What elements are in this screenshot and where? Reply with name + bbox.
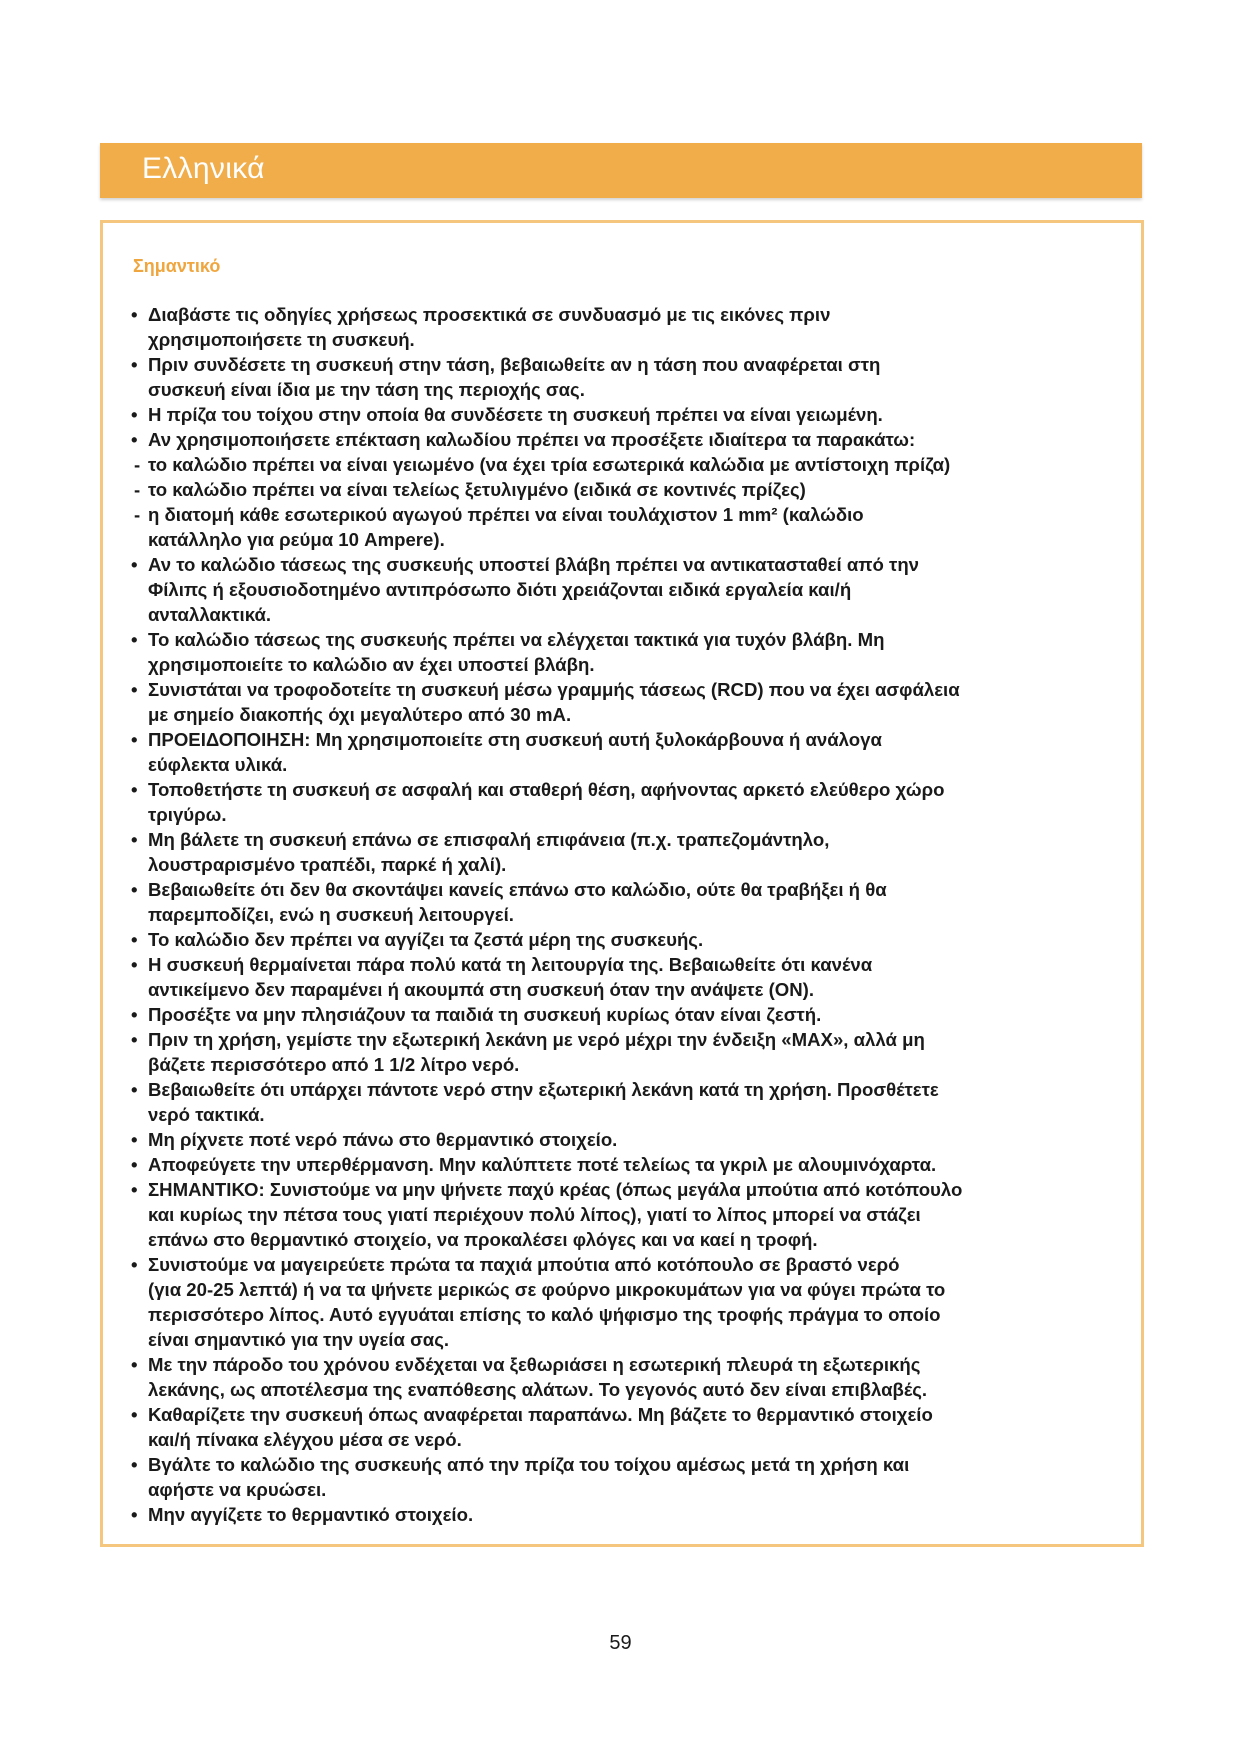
section-title: Σημαντικό — [133, 256, 221, 276]
list-item — [131, 877, 1131, 927]
bullet-marker: • — [131, 1254, 138, 1275]
page-number: 59 — [609, 1632, 632, 1654]
bullet-marker: • — [131, 729, 138, 750]
bullet-marker: • — [131, 629, 138, 650]
bullet-marker: • — [131, 354, 138, 375]
list-item-text: Βεβαιωθείτε ότι υπάρχει πάντοτε νερό στην εξωτερική λεκάνη κατά τη χρήση. Προσθέτετε νερό τακτικά. — [148, 1079, 939, 1125]
bullet-marker: • — [131, 429, 138, 450]
language-header-bar — [100, 143, 1142, 198]
list-item-text: Μην αγγίζετε το θερμαντικό στοιχείο. — [148, 1504, 474, 1525]
list-item-text: Προσέξτε να μην πλησιάζουν τα παιδιά τη συσκευή κυρίως όταν είναι ζεστή. — [148, 1004, 822, 1025]
list-item — [131, 1252, 1131, 1352]
bullet-marker: • — [131, 1079, 138, 1100]
bullet-marker: • — [131, 879, 138, 900]
list-item-text: Αν το καλώδιο τάσεως της συσκευής υποστεί βλάβη πρέπει να αντικατασταθεί από την Φίλιπς ή εξουσιοδοτημένο αντιπρόσωπο διότι χρειάζονται ειδικά εργαλεία και/ή ανταλλακτικά. — [148, 554, 920, 625]
list-item-text: Αποφεύγετε την υπερθέρμανση. Μην καλύπτετε ποτέ τελείως τα γκριλ με αλουμινόχαρτα. — [148, 1154, 937, 1175]
list-item — [131, 1152, 1131, 1177]
list-item-text: Μη βάλετε τη συσκευή επάνω σε επισφαλή επιφάνεια (π.χ. τραπεζομάντηλο, λουστραρισμένο τραπέδι, παρκέ ή χαλί). — [148, 829, 830, 875]
list-item-text: Με την πάροδο του χρόνου ενδέχεται να ξεθωριάσει η εσωτερική πλευρά τη εξωτερικής λεκάνης, ως αποτέλεσμα της εναπόθεσης αλάτων. Το γεγονός αυτό δεν είναι επιβλαβές. — [148, 1354, 928, 1400]
list-item — [131, 827, 1131, 877]
list-item — [131, 1077, 1131, 1127]
list-item — [131, 1127, 1131, 1152]
list-item-text: Η πρίζα του τοίχου στην οποία θα συνδέσετε τη συσκευή πρέπει να είναι γειωμένη. — [148, 404, 883, 425]
list-item-text: το καλώδιο πρέπει να είναι τελείως ξετυλιγμένο (ειδικά σε κοντινές πρίζες) — [148, 479, 806, 500]
list-item — [131, 402, 1131, 427]
list-item-text: Συνιστάται να τροφοδοτείτε τη συσκευή μέσω γραμμής τάσεως (RCD) που να έχει ασφάλεια με σημείο διακοπής όχι μεγαλύτερο από 30 mA. — [148, 679, 960, 725]
bullet-marker: • — [131, 1404, 138, 1425]
important-notice-box — [100, 220, 1144, 1547]
list-item-text: Βγάλτε το καλώδιο της συσκευής από την πρίζα του τοίχου αμέσως μετά τη χρήση και αφήστε να κρυώσει. — [148, 1454, 910, 1500]
list-item — [131, 1452, 1131, 1502]
sub-list-item — [131, 452, 1131, 477]
list-item-text: Η συσκευή θερμαίνεται πάρα πολύ κατά τη λειτουργία της. Βεβαιωθείτε ότι κανένα αντικείμενο δεν παραμένει ή ακουμπά στη συσκευή όταν την ανάψετε (ON). — [148, 954, 873, 1000]
bullet-marker: • — [131, 954, 138, 975]
language-title: Ελληνικά — [142, 152, 265, 185]
list-item — [131, 352, 1131, 402]
bullet-marker: • — [131, 404, 138, 425]
list-item — [131, 927, 1131, 952]
list-item-text: Διαβάστε τις οδηγίες χρήσεως προσεκτικά σε συνδυασμό με τις εικόνες πριν χρησιμοποιήσετε τη συσκευή. — [148, 304, 831, 350]
list-item-text: Το καλώδιο τάσεως της συσκευής πρέπει να ελέγχεται τακτικά για τυχόν βλάβη. Μη χρησιμοποιείτε το καλώδιο αν έχει υποστεί βλάβη. — [148, 629, 885, 675]
list-item — [131, 952, 1131, 1002]
bullet-marker: • — [131, 1179, 138, 1200]
list-item — [131, 1402, 1131, 1452]
bullet-marker: • — [131, 1154, 138, 1175]
bullet-marker: • — [131, 554, 138, 575]
list-item-text: Πριν συνδέσετε τη συσκευή στην τάση, βεβαιωθείτε αν η τάση που αναφέρεται στη συσκευή είναι ίδια με την τάση της περιοχής σας. — [148, 354, 881, 400]
list-item — [131, 302, 1131, 352]
list-item — [131, 1177, 1131, 1252]
list-item — [131, 1352, 1131, 1402]
list-item-text: Βεβαιωθείτε ότι δεν θα σκοντάψει κανείς επάνω στο καλώδιο, ούτε θα τραβήξει ή θα παρεμποδίζει, ενώ η συσκευή λειτουργεί. — [148, 879, 887, 925]
list-item-text: Καθαρίζετε την συσκευή όπως αναφέρεται παραπάνω. Μη βάζετε το θερμαντικό στοιχείο και/ή πίνακα ελέγχου μέσα σε νερό. — [148, 1404, 933, 1450]
dash-marker: - — [134, 504, 141, 525]
bullet-marker: • — [131, 304, 138, 325]
list-item-text: Αν χρησιμοποιήσετε επέκταση καλωδίου πρέπει να προσέξετε ιδιαίτερα τα παρακάτω: — [148, 429, 916, 450]
bullet-marker: • — [131, 1454, 138, 1475]
list-item-text: Το καλώδιο δεν πρέπει να αγγίζει τα ζεστά μέρη της συσκευής. — [148, 929, 704, 950]
bullet-marker: • — [131, 1504, 138, 1525]
list-item-text: ΠΡΟΕΙΔΟΠΟΙΗΣΗ: Μη χρησιμοποιείτε στη συσκευή αυτή ξυλοκάρβουνα ή ανάλογα εύφλεκτα υλικά. — [148, 729, 882, 775]
list-item-text: Μη ρίχνετε ποτέ νερό πάνω στο θερμαντικό στοιχείο. — [148, 1129, 618, 1150]
bullet-marker: • — [131, 1004, 138, 1025]
list-item-text: Τοποθετήστε τη συσκευή σε ασφαλή και σταθερή θέση, αφήνοντας αρκετό ελεύθερο χώρο τριγύρω. — [148, 779, 945, 825]
list-item — [131, 777, 1131, 827]
important-list — [131, 302, 1131, 1527]
list-item-text: η διατομή κάθε εσωτερικού αγωγού πρέπει να είναι τουλάχιστον 1 mm² (καλώδιο κατάλληλο για ρεύμα 10 Ampere). — [148, 504, 864, 550]
list-item — [131, 1002, 1131, 1027]
bullet-marker: • — [131, 1029, 138, 1050]
dash-marker: - — [134, 454, 141, 475]
dash-marker: - — [134, 479, 141, 500]
list-item — [131, 1027, 1131, 1077]
list-item-text: Συνιστούμε να μαγειρεύετε πρώτα τα παχιά μπούτια από κοτόπουλο σε βραστό νερό (για 20-25 λεπτά) ή να τα ψήνετε μερικώς σε φούρνο μικροκυμάτων για να φύγει πρώτα το περισσότερο λίπος. Αυτό εγγυάται επίσης το καλό ψήφισμο της τροφής πράγμα το οποίο είναι σημαντικό για την υγεία σας. — [148, 1254, 946, 1350]
bullet-marker: • — [131, 1129, 138, 1150]
list-item — [131, 727, 1131, 777]
list-item — [131, 677, 1131, 727]
list-item — [131, 1502, 1131, 1527]
list-item — [131, 627, 1131, 677]
list-item-text: Πριν τη χρήση, γεμίστε την εξωτερική λεκάνη με νερό μέχρι την ένδειξη «MAX», αλλά μη βάζετε περισσότερο από 1 1/2 λίτρο νερό. — [148, 1029, 925, 1075]
bullet-marker: • — [131, 1354, 138, 1375]
sub-list-item — [131, 477, 1131, 502]
list-item — [131, 552, 1131, 627]
sub-list-item — [131, 502, 1131, 552]
list-item-text: το καλώδιο πρέπει να είναι γειωμένο (να έχει τρία εσωτερικά καλώδια με αντίστοιχη πρίζα) — [148, 454, 951, 475]
bullet-marker: • — [131, 679, 138, 700]
bullet-marker: • — [131, 779, 138, 800]
bullet-marker: • — [131, 929, 138, 950]
bullet-marker: • — [131, 829, 138, 850]
list-item-text: ΣΗΜΑΝΤΙΚΟ: Συνιστούμε να μην ψήνετε παχύ κρέας (όπως μεγάλα μπούτια από κοτόπουλο και κυρίως την πέτσα τους γιατί περιέχουν πολύ λίπος), γιατί το λίπος μπορεί να στάζει επάνω στο θερμαντικό στοιχείο, να προκαλέσει φλόγες και να καεί η τροφή. — [148, 1179, 963, 1250]
list-item — [131, 427, 1131, 452]
